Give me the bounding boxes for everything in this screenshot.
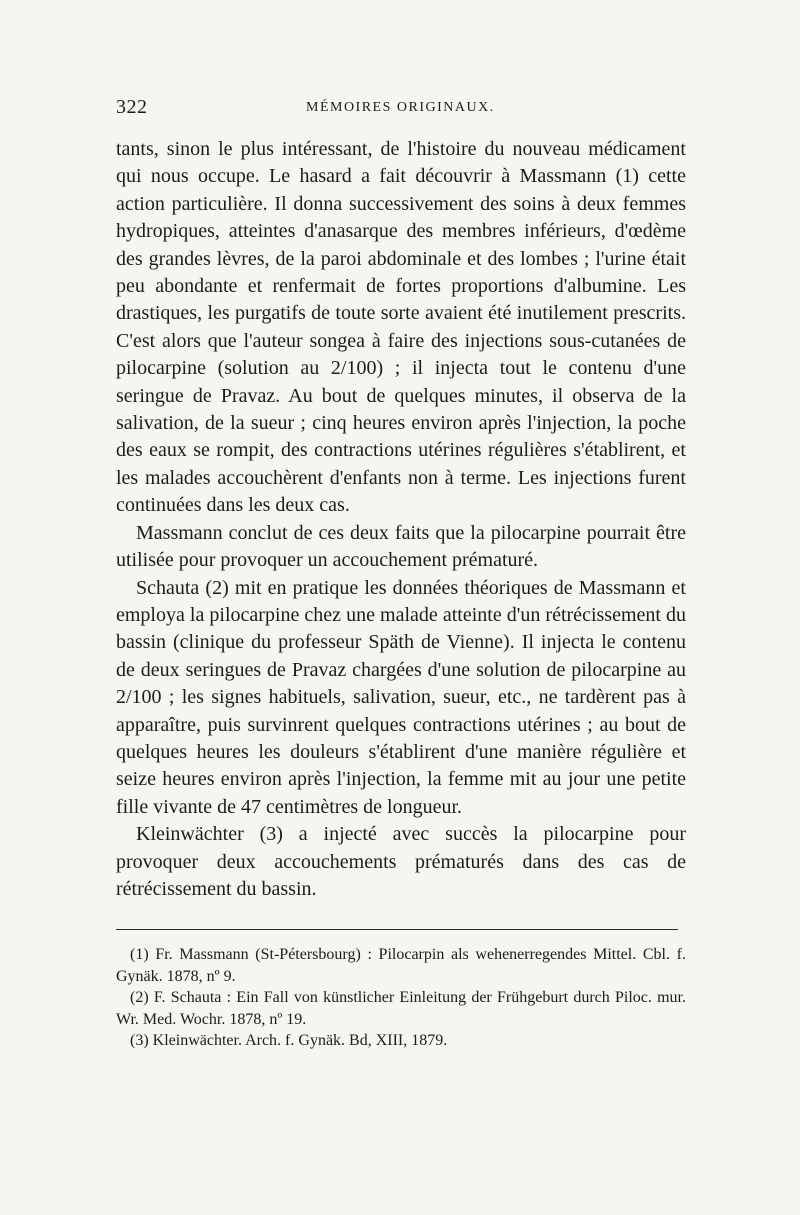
footnotes [116, 944, 686, 1052]
footnote-3: (3) Kleinwächter. Arch. f. Gynäk. Bd, XIII, 1879. [130, 1032, 448, 1050]
paragraph-1: tants, sinon le plus intéressant, de l'histoire du nouveau médicament qui nous occupe. Le hasard a fait découvrir à Massmann (1) cette action particulière. Il donna successivement des soins à deux femmes hydropiques, atteintes d'anasarque des membres inférieurs, d'œdème des grandes lèvres, de la paroi abdominale et des lombes ; l'urine était peu abondante et renfermait de fortes proportions d'albumine. Les drastiques, les purgatifs de toute sorte avaient été inutilement prescrits. C'est alors que l'auteur songea à faire des injections sous-cutanées de pilocarpine (solution au 2/100) ; il injecta tout le contenu d'une seringue de Pravaz. Au bout de quelques minutes, il observa de la salivation, de la sueur ; cinq heures environ après l'injection, la poche des eaux se rompit, des contractions utérines régulières s'établirent, et les malades accouchèrent d'enfants non à terme. Les injections furent continuées dans les deux cas. [116, 138, 686, 517]
page-header [116, 96, 686, 126]
footnote-divider [116, 929, 678, 930]
paragraph-2: Massmann conclut de ces deux faits que la pilocarpine pourrait être utilisée pour provoquer un accouchement prématuré. [116, 521, 686, 572]
footnote-1: (1) Fr. Massmann (St-Pétersbourg) : Pilocarpin als wehenerregendes Mittel. Cbl. f. Gynäk. 1878, nº 9. [116, 946, 686, 985]
body-text [116, 136, 686, 903]
paragraph-4: Kleinwächter (3) a injecté avec succès la pilocarpine pour provoquer deux accouchements prématurés dans des cas de rétrécissement du bassin. [116, 823, 686, 900]
document-page [116, 96, 686, 1052]
page-number: 322 [116, 96, 148, 118]
paragraph-3: Schauta (2) mit en pratique les données théoriques de Massmann et employa la pilocarpine chez une malade atteinte d'un rétrécissement du bassin (clinique du professeur Späth de Vienne). Il injecta le contenu de deux seringues de Pravaz chargées d'une solution de pilocarpine au 2/100 ; les signes habituels, salivation, sueur, etc., ne tardèrent pas à apparaître, puis survinrent quelques contractions utérines ; au bout de quelques heures les douleurs s'établirent d'une manière régulière et seize heures environ après l'injection, la femme mit au jour une petite fille vivante de 47 centimètres de longueur. [116, 576, 686, 818]
running-head: MÉMOIRES ORIGINAUX. [306, 100, 495, 115]
footnote-2: (2) F. Schauta : Ein Fall von künstlicher Einleitung der Frühgeburt durch Piloc. mur. Wr. Med. Wochr. 1878, nº 19. [116, 989, 686, 1028]
